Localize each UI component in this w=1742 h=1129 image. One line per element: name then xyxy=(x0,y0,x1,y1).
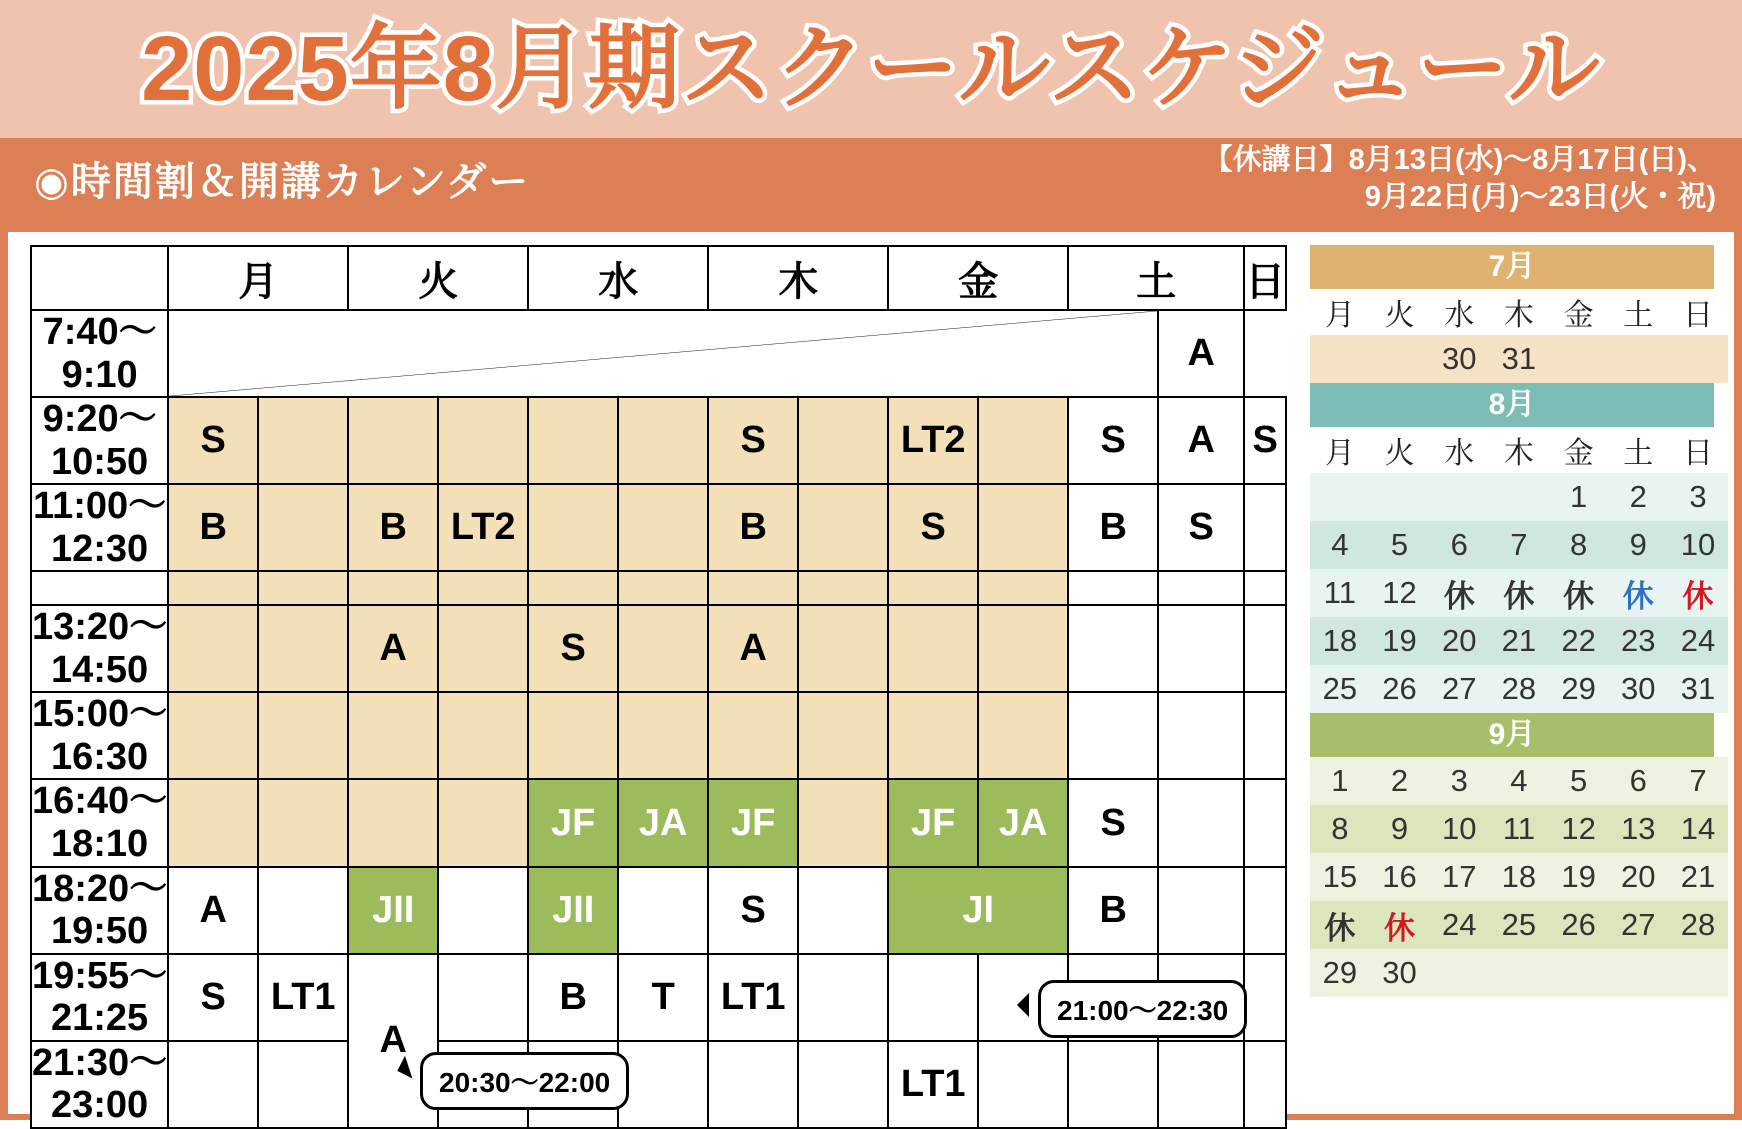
cell-r6-c1 xyxy=(168,779,258,866)
calendar-title-august: 8月 xyxy=(1310,383,1714,427)
time-label xyxy=(31,954,168,1041)
calendar-week-row xyxy=(1310,901,1728,949)
cell-r6-c7: JF xyxy=(708,779,798,866)
cell-r6-c3 xyxy=(348,779,438,866)
day-cell: 28 xyxy=(1668,901,1728,949)
day-cell: 1 xyxy=(1310,757,1370,805)
day-cell: 7 xyxy=(1668,757,1728,805)
day-cell: 19 xyxy=(1370,617,1430,665)
day-cell xyxy=(1668,949,1728,997)
cell-r7-c8 xyxy=(798,867,888,954)
cell-r2-c12: A xyxy=(1158,397,1244,484)
time-end: 18:10 xyxy=(51,823,149,866)
dow-wed: 水 xyxy=(528,246,708,310)
spacer-c1 xyxy=(168,571,258,605)
cell-r7-sun xyxy=(1244,867,1286,954)
calendar-column xyxy=(1310,245,1714,997)
cell-r4-c2 xyxy=(258,605,348,692)
calendar-dow-row xyxy=(1310,427,1728,473)
day-cell xyxy=(1549,949,1609,997)
cell-r4-c6 xyxy=(618,605,708,692)
day-cell: 25 xyxy=(1489,901,1549,949)
day-cell-closed: 休 xyxy=(1370,901,1430,949)
day-cell: 8 xyxy=(1549,521,1609,569)
cell-r8-c1: S xyxy=(168,954,258,1041)
time-start: 7:40〜 xyxy=(42,311,157,353)
cell-r7-c11: B xyxy=(1068,867,1158,954)
cell-r6-sun xyxy=(1244,779,1286,866)
day-cell xyxy=(1608,335,1668,383)
day-cell: 19 xyxy=(1549,853,1609,901)
day-cell xyxy=(1668,335,1728,383)
day-cell: 20 xyxy=(1429,617,1489,665)
day-cell: 3 xyxy=(1668,473,1728,521)
day-cell: 11 xyxy=(1489,805,1549,853)
day-cell: 25 xyxy=(1310,665,1370,713)
time-start: 13:20〜 xyxy=(32,606,168,649)
spacer-c10 xyxy=(978,571,1068,605)
cell-r2-c1: S xyxy=(168,397,258,484)
day-cell xyxy=(1429,473,1489,521)
spacer-sun xyxy=(1244,571,1286,605)
cell-r6-c6: JA xyxy=(618,779,708,866)
cell-r6-c2 xyxy=(258,779,348,866)
dow-tue: 火 xyxy=(348,246,528,310)
day-cell xyxy=(1489,473,1549,521)
dow-sun: 日 xyxy=(1244,246,1286,310)
cell-r8-c3-span: A xyxy=(348,954,438,1128)
cell-r5-c2 xyxy=(258,692,348,779)
day-cell: 12 xyxy=(1370,569,1430,617)
cell-r6-c12 xyxy=(1158,779,1244,866)
dow-fri: 金 xyxy=(1549,289,1609,335)
cell-r2-c6 xyxy=(618,397,708,484)
cell-r8-c7: LT1 xyxy=(708,954,798,1041)
cell-r5-sun xyxy=(1244,692,1286,779)
day-cell-closed: 休 xyxy=(1608,569,1668,617)
time-start: 11:00〜 xyxy=(33,485,167,528)
dow-sun: 日 xyxy=(1668,427,1728,473)
spacer-c3 xyxy=(348,571,438,605)
day-cell xyxy=(1370,335,1430,383)
spacer-c12 xyxy=(1158,571,1244,605)
cell-r9-c10 xyxy=(978,1041,1068,1128)
day-cell: 29 xyxy=(1310,949,1370,997)
day-cell: 1 xyxy=(1549,473,1609,521)
calendar-week-row xyxy=(1310,335,1728,383)
day-cell: 31 xyxy=(1489,335,1549,383)
cell-r4-c10 xyxy=(978,605,1068,692)
cell-r8-c5: B xyxy=(528,954,618,1041)
time-end: 21:25 xyxy=(51,997,149,1040)
time-end: 14:50 xyxy=(51,648,149,691)
time-start: 16:40〜 xyxy=(32,780,168,823)
cell-r7-c5: JII xyxy=(528,867,618,954)
spacer-c9 xyxy=(888,571,978,605)
cell-r7-c7: S xyxy=(708,867,798,954)
calendar-week-row xyxy=(1310,853,1728,901)
cell-r2-c3 xyxy=(348,397,438,484)
cell-r2-c7: S xyxy=(708,397,798,484)
cell-r2-c11: S xyxy=(1068,397,1158,484)
time-end: 9:10 xyxy=(61,353,138,396)
cell-r5-c7 xyxy=(708,692,798,779)
holiday-note-line-1: 【休講日】8月13日(水)〜8月17日(日)、 xyxy=(1203,144,1716,176)
cell-r6-c9: JF xyxy=(888,779,978,866)
cell-r4-c4 xyxy=(438,605,528,692)
time-end: 12:30 xyxy=(51,527,149,570)
day-cell: 29 xyxy=(1549,665,1609,713)
dow-tue: 火 xyxy=(1370,427,1430,473)
cell-r8-c8 xyxy=(798,954,888,1041)
calendar-july xyxy=(1310,289,1728,383)
day-cell: 10 xyxy=(1429,805,1489,853)
day-cell xyxy=(1370,473,1430,521)
day-cell: 26 xyxy=(1370,665,1430,713)
cell-r9-c9: LT1 xyxy=(888,1041,978,1128)
day-cell: 14 xyxy=(1668,805,1728,853)
time-label xyxy=(31,1041,168,1128)
day-cell xyxy=(1608,949,1668,997)
cell-r3-c7: B xyxy=(708,484,798,571)
day-cell: 20 xyxy=(1608,853,1668,901)
day-cell: 4 xyxy=(1310,521,1370,569)
cell-r3-c6 xyxy=(618,484,708,571)
day-cell: 9 xyxy=(1608,521,1668,569)
day-cell: 13 xyxy=(1608,805,1668,853)
spacer-c11 xyxy=(1068,571,1158,605)
cell-r6-c11: S xyxy=(1068,779,1158,866)
cell-r7-c2 xyxy=(258,867,348,954)
cell-r8-c2: LT1 xyxy=(258,954,348,1041)
day-cell xyxy=(1549,335,1609,383)
dow-mon: 月 xyxy=(1310,427,1370,473)
time-start: 9:20〜 xyxy=(42,398,157,441)
time-start: 19:55〜 xyxy=(32,954,168,997)
day-cell: 30 xyxy=(1608,665,1668,713)
timetable-row xyxy=(31,484,1286,571)
cell-r3-c10 xyxy=(978,484,1068,571)
day-cell: 26 xyxy=(1549,901,1609,949)
day-cell: 31 xyxy=(1668,665,1728,713)
cell-r8-c6: T xyxy=(618,954,708,1041)
day-cell: 2 xyxy=(1370,757,1430,805)
cell-r6-c10: JA xyxy=(978,779,1068,866)
cell-r5-c4 xyxy=(438,692,528,779)
cell-r7-c12 xyxy=(1158,867,1244,954)
cell-r5-c10 xyxy=(978,692,1068,779)
day-cell-closed: 休 xyxy=(1549,569,1609,617)
dow-mon: 月 xyxy=(1310,289,1370,335)
day-cell: 5 xyxy=(1370,521,1430,569)
day-cell: 24 xyxy=(1668,617,1728,665)
cell-r8-c4 xyxy=(438,954,528,1041)
calendar-title-september: 9月 xyxy=(1310,713,1714,757)
empty-diagonal-cell xyxy=(168,310,1158,397)
day-cell: 28 xyxy=(1489,665,1549,713)
holiday-note-line-2: 9月22日(月)〜23日(火・祝) xyxy=(1364,181,1716,214)
cell-r3-c2 xyxy=(258,484,348,571)
time-start: 21:30〜 xyxy=(32,1041,168,1084)
timetable-spacer-row xyxy=(31,571,1286,605)
dow-mon: 月 xyxy=(168,246,348,310)
dow-thu: 木 xyxy=(708,246,888,310)
cell-r9-c6 xyxy=(618,1041,708,1128)
cell-r2-c5 xyxy=(528,397,618,484)
day-cell: 4 xyxy=(1489,757,1549,805)
spacer-time xyxy=(31,571,168,605)
day-cell: 18 xyxy=(1310,617,1370,665)
dow-fri: 金 xyxy=(888,246,1068,310)
cell-r5-c11 xyxy=(1068,692,1158,779)
cell-r2-c4 xyxy=(438,397,528,484)
day-cell: 23 xyxy=(1608,617,1668,665)
time-label xyxy=(31,779,168,866)
cell-r4-c9 xyxy=(888,605,978,692)
day-cell: 30 xyxy=(1370,949,1430,997)
day-cell xyxy=(1489,949,1549,997)
calendar-week-row xyxy=(1310,665,1728,713)
day-cell: 11 xyxy=(1310,569,1370,617)
cell-r3-c5 xyxy=(528,484,618,571)
cell-r3-sun xyxy=(1244,484,1286,571)
calendar-week-row xyxy=(1310,569,1728,617)
calendar-week-row xyxy=(1310,473,1728,521)
time-label xyxy=(31,484,168,571)
holiday-note xyxy=(996,142,1716,216)
time-label xyxy=(31,605,168,692)
cell-r5-c1 xyxy=(168,692,258,779)
cell-r9-c12 xyxy=(1158,1041,1244,1128)
timetable-row xyxy=(31,310,1286,397)
cell-r3-c4: LT2 xyxy=(438,484,528,571)
section-subtitle: ◉時間割＆開講カレンダー xyxy=(34,160,531,204)
cell-r7-c1: A xyxy=(168,867,258,954)
cell-r5-c6 xyxy=(618,692,708,779)
cell-r2-sun: S xyxy=(1244,397,1286,484)
timetable-row xyxy=(31,692,1286,779)
dow-sat: 土 xyxy=(1608,289,1668,335)
day-cell-closed: 休 xyxy=(1668,569,1728,617)
spacer-c8 xyxy=(798,571,888,605)
spacer-c5 xyxy=(528,571,618,605)
dow-thu: 木 xyxy=(1489,427,1549,473)
time-label xyxy=(31,692,168,779)
dow-sat: 土 xyxy=(1608,427,1668,473)
timetable-row xyxy=(31,605,1286,692)
time-label xyxy=(31,867,168,954)
calendar-august xyxy=(1310,427,1728,713)
timetable-row xyxy=(31,1041,1286,1128)
day-cell: 2 xyxy=(1608,473,1668,521)
dow-sun: 日 xyxy=(1668,289,1728,335)
cell-r9-c7 xyxy=(708,1041,798,1128)
cell-r7-c4 xyxy=(438,867,528,954)
cell-r3-c11: B xyxy=(1068,484,1158,571)
time-start: 18:20〜 xyxy=(32,867,168,910)
time-end: 16:30 xyxy=(51,735,149,778)
day-cell xyxy=(1310,335,1370,383)
corner-cell xyxy=(31,246,168,310)
day-cell: 10 xyxy=(1668,521,1728,569)
time-end: 10:50 xyxy=(51,440,149,483)
cell-r8-c9 xyxy=(888,954,978,1041)
cell-r2-c2 xyxy=(258,397,348,484)
day-cell: 15 xyxy=(1310,853,1370,901)
dow-wed: 水 xyxy=(1429,289,1489,335)
calendar-dow-row xyxy=(1310,289,1728,335)
spacer-c6 xyxy=(618,571,708,605)
cell-r6-c4 xyxy=(438,779,528,866)
dow-sat: 土 xyxy=(1068,246,1244,310)
time-end: 23:00 xyxy=(51,1084,149,1127)
day-cell: 30 xyxy=(1429,335,1489,383)
day-cell: 12 xyxy=(1549,805,1609,853)
day-cell: 24 xyxy=(1429,901,1489,949)
day-cell: 21 xyxy=(1489,617,1549,665)
day-cell: 6 xyxy=(1429,521,1489,569)
day-cell-closed: 休 xyxy=(1489,569,1549,617)
cell-r4-c8 xyxy=(798,605,888,692)
time-label xyxy=(31,397,168,484)
spacer-c7 xyxy=(708,571,798,605)
dow-fri: 金 xyxy=(1549,427,1609,473)
time-label xyxy=(31,310,168,397)
day-cell-closed: 休 xyxy=(1429,569,1489,617)
day-cell-closed: 休 xyxy=(1310,901,1370,949)
dow-thu: 木 xyxy=(1489,289,1549,335)
spacer-c2 xyxy=(258,571,348,605)
cell-r5-c5 xyxy=(528,692,618,779)
callout-time-2: 21:00〜22:30 xyxy=(1038,980,1247,1038)
day-cell: 22 xyxy=(1549,617,1609,665)
day-cell: 16 xyxy=(1370,853,1430,901)
calendar-week-row xyxy=(1310,617,1728,665)
day-cell: 17 xyxy=(1429,853,1489,901)
cell-r9-sun xyxy=(1244,1041,1286,1128)
cell-r9-c8 xyxy=(798,1041,888,1128)
day-cell: 18 xyxy=(1489,853,1549,901)
cell-r6-c5: JF xyxy=(528,779,618,866)
cell-r7-c9: JI xyxy=(888,867,1068,954)
day-cell: 9 xyxy=(1370,805,1430,853)
cell-r2-c8 xyxy=(798,397,888,484)
timetable-row xyxy=(31,397,1286,484)
cell-r4-c5: S xyxy=(528,605,618,692)
day-cell: 21 xyxy=(1668,853,1728,901)
calendar-week-row xyxy=(1310,805,1728,853)
cell-r4-c7: A xyxy=(708,605,798,692)
time-start: 15:00〜 xyxy=(32,693,168,736)
day-cell: 27 xyxy=(1608,901,1668,949)
cell-r6-c8 xyxy=(798,779,888,866)
cell-r4-c1 xyxy=(168,605,258,692)
cell-r3-c1: B xyxy=(168,484,258,571)
calendar-september xyxy=(1310,757,1728,997)
cell-r2-c9: LT2 xyxy=(888,397,978,484)
cell-r7-c6 xyxy=(618,867,708,954)
calendar-title-july: 7月 xyxy=(1310,245,1714,289)
dow-wed: 水 xyxy=(1429,427,1489,473)
cell-r5-c8 xyxy=(798,692,888,779)
cell-r3-c9: S xyxy=(888,484,978,571)
cell-r3-c3: B xyxy=(348,484,438,571)
cell-r7-c3: JII xyxy=(348,867,438,954)
cell-r4-c12 xyxy=(1158,605,1244,692)
day-cell: 5 xyxy=(1549,757,1609,805)
cell-r9-c1 xyxy=(168,1041,258,1128)
page-title: 2025年8月期スクールスケジュール xyxy=(141,18,1601,120)
calendar-week-row xyxy=(1310,521,1728,569)
timetable-row xyxy=(31,867,1286,954)
timetable-row xyxy=(31,779,1286,866)
cell-r9-c2 xyxy=(258,1041,348,1128)
time-end: 19:50 xyxy=(51,910,149,953)
calendar-week-row xyxy=(1310,949,1728,997)
cell-r5-c12 xyxy=(1158,692,1244,779)
calendar-week-row xyxy=(1310,757,1728,805)
cell-r5-c3 xyxy=(348,692,438,779)
cell-r4-c3: A xyxy=(348,605,438,692)
day-cell: 6 xyxy=(1608,757,1668,805)
cell-r4-sun xyxy=(1244,605,1286,692)
day-cell: 8 xyxy=(1310,805,1370,853)
cell-r3-c8 xyxy=(798,484,888,571)
dow-tue: 火 xyxy=(1370,289,1430,335)
cell-r9-c11 xyxy=(1068,1041,1158,1128)
cell-r3-c12: S xyxy=(1158,484,1244,571)
day-cell: 27 xyxy=(1429,665,1489,713)
cell-r5-c9 xyxy=(888,692,978,779)
day-cell xyxy=(1310,473,1370,521)
day-cell xyxy=(1429,949,1489,997)
cell-r8-sun xyxy=(1244,954,1286,1041)
day-cell: 7 xyxy=(1489,521,1549,569)
callout-time-1: 20:30〜22:00 xyxy=(420,1052,629,1110)
cell-sun-r1: A xyxy=(1158,310,1244,397)
timetable-header-row xyxy=(31,246,1286,310)
spacer-c4 xyxy=(438,571,528,605)
day-cell: 3 xyxy=(1429,757,1489,805)
cell-r2-c10 xyxy=(978,397,1068,484)
cell-r4-c11 xyxy=(1068,605,1158,692)
